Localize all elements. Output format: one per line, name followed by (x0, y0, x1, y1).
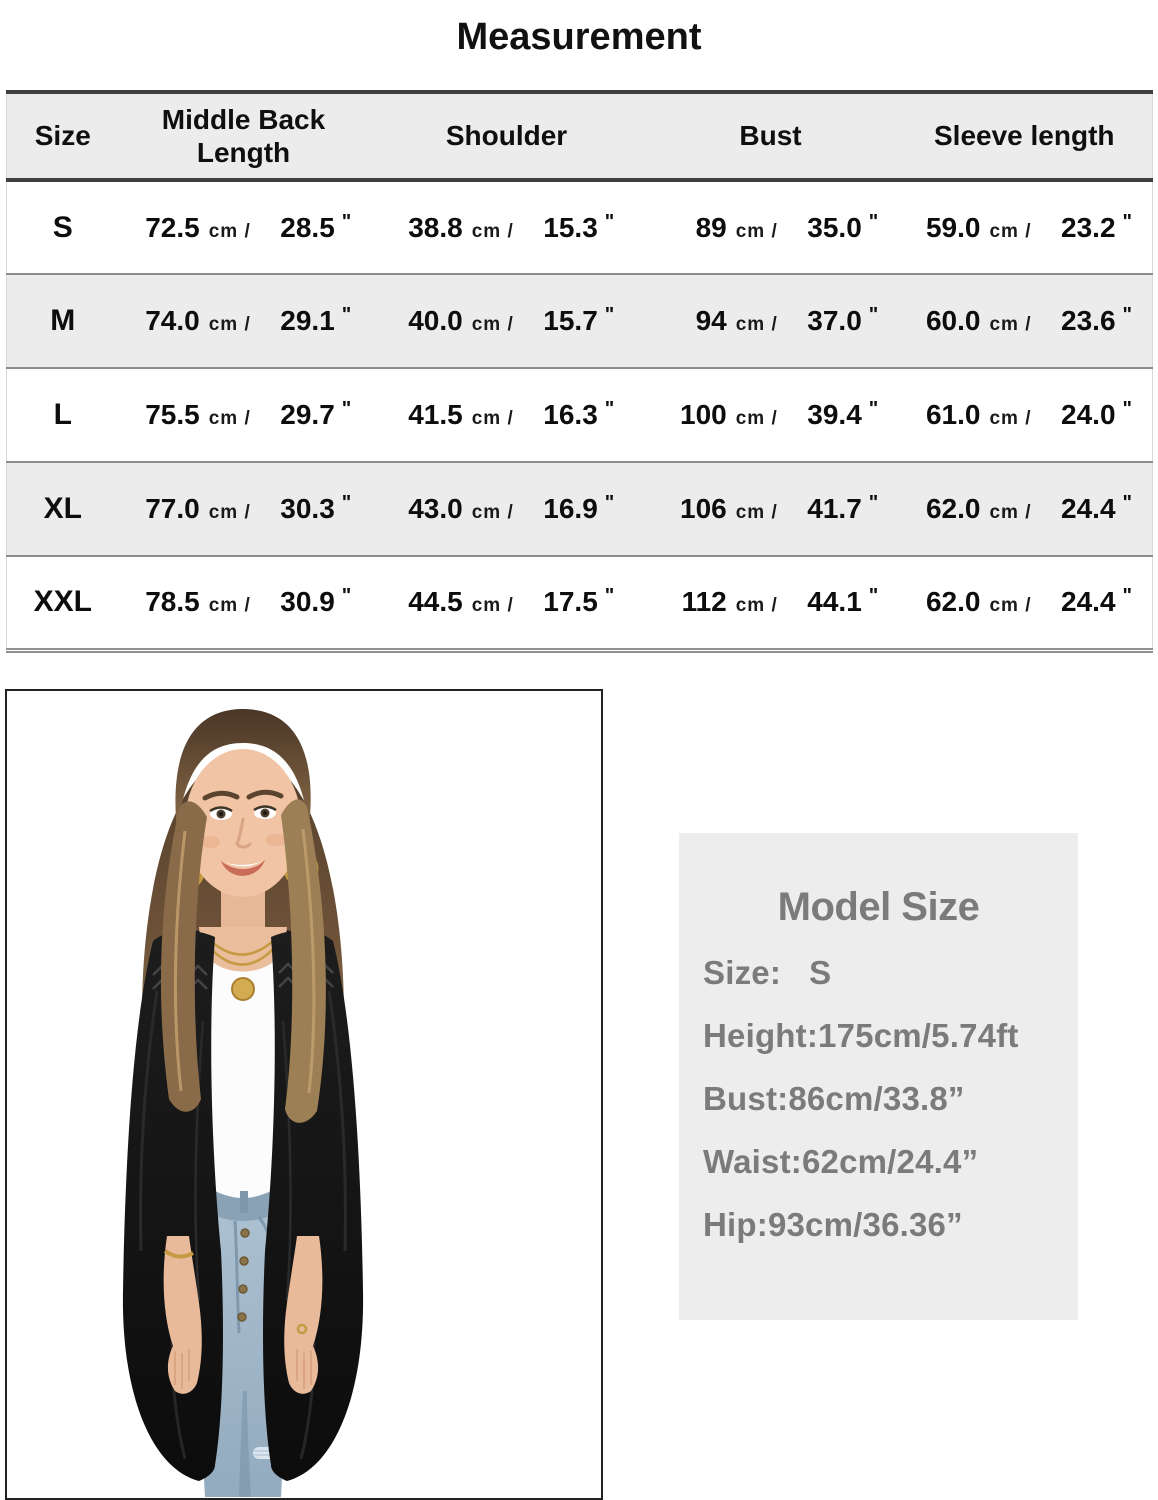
inch-unit: " (1122, 492, 1132, 514)
inch-value: 23.6 (1061, 305, 1116, 336)
cm-value: 74.0 (145, 305, 200, 336)
cm-value: 94 (695, 305, 727, 336)
measurement-table-body (7, 180, 1153, 650)
inch-unit: " (1122, 210, 1132, 233)
cm-value: 40.0 (408, 305, 463, 336)
cm-unit: cm / (735, 408, 778, 429)
inch-value: 24.4 (1061, 493, 1116, 524)
inch-unit: " (341, 304, 352, 326)
model-size-line-hip: Hip:93cm/36.36” (703, 1206, 963, 1243)
inch-unit: " (341, 585, 352, 608)
cm-unit: cm / (471, 314, 514, 335)
measurement-table (6, 90, 1153, 653)
measurement-cell (645, 274, 897, 368)
measurement-cell (645, 556, 897, 650)
table-row (7, 180, 1153, 274)
table-row (7, 368, 1153, 462)
cm-value: 75.5 (145, 399, 200, 430)
cm-unit: cm / (208, 502, 251, 523)
inch-value: 44.1 (807, 586, 862, 618)
cm-unit: cm / (471, 408, 514, 429)
model-photo-illustration (7, 691, 601, 1498)
inch-unit: " (341, 492, 352, 514)
cm-unit: cm / (471, 502, 514, 523)
inch-value: 16.9 (543, 493, 598, 524)
model-size-card (679, 833, 1078, 1320)
measurement-cell (369, 556, 645, 650)
cm-value: 38.8 (408, 211, 463, 243)
inch-value: 17.5 (543, 586, 598, 618)
measurement-cell (369, 462, 645, 556)
size-label: L (53, 398, 72, 431)
inch-unit: " (604, 304, 615, 326)
cm-value: 112 (681, 586, 727, 618)
measurement-cell (369, 180, 645, 274)
inch-unit: " (868, 304, 879, 326)
inch-value: 29.7 (280, 399, 335, 430)
measurement-cell (897, 462, 1153, 556)
size-label: XL (43, 492, 82, 525)
cm-unit: cm / (989, 408, 1032, 429)
model-size-title: Model Size (777, 885, 980, 929)
model-size-line-bust: Bust:86cm/33.8” (703, 1080, 965, 1117)
cm-value: 72.5 (145, 211, 200, 243)
inch-unit: " (868, 492, 879, 514)
cm-value: 78.5 (145, 586, 200, 618)
measurement-cell (119, 180, 369, 274)
cm-unit: cm / (989, 220, 1032, 242)
measurement-cell (897, 274, 1153, 368)
cm-unit: cm / (989, 314, 1032, 335)
size-label: S (52, 210, 73, 244)
model-size-line-height: Height:175cm/5.74ft (703, 1017, 1019, 1054)
cm-unit: cm / (471, 595, 514, 617)
measurement-cell (645, 462, 897, 556)
measurement-table-header (7, 92, 1153, 180)
size-label: M (50, 304, 76, 337)
model-photo (5, 689, 603, 1500)
inch-value: 16.3 (543, 399, 598, 430)
inch-unit: " (1122, 398, 1132, 420)
measurement-cell (897, 368, 1153, 462)
inch-value: 29.1 (280, 305, 335, 336)
col-header-bust: Bust (645, 92, 897, 180)
cm-value: 62.0 (925, 493, 981, 524)
cm-value: 60.0 (925, 305, 981, 336)
measurement-cell (119, 556, 369, 650)
model-size-line-size: Size: S (703, 954, 832, 991)
inch-value: 24.0 (1061, 399, 1116, 430)
cm-unit: cm / (735, 595, 778, 617)
cm-value: 44.5 (408, 586, 463, 618)
cm-unit: cm / (208, 220, 251, 242)
cm-unit: cm / (208, 408, 251, 429)
inch-value: 15.3 (543, 211, 598, 243)
col-header-sleeve-length: Sleeve length (897, 92, 1153, 180)
inch-unit: " (1122, 585, 1132, 608)
inch-unit: " (604, 398, 615, 420)
measurement-cell (119, 274, 369, 368)
cm-value: 43.0 (408, 493, 463, 524)
measurement-cell (369, 274, 645, 368)
measurement-cell (119, 368, 369, 462)
measurement-cell (119, 462, 369, 556)
inch-value: 28.5 (280, 211, 335, 243)
col-header-shoulder: Shoulder (369, 92, 645, 180)
cm-value: 61.0 (925, 399, 981, 430)
inch-value: 41.7 (807, 493, 862, 524)
cm-unit: cm / (735, 314, 778, 335)
size-label: XXL (33, 585, 92, 619)
measurement-cell (369, 368, 645, 462)
inch-value: 39.4 (807, 399, 862, 430)
inch-value: 23.2 (1061, 211, 1116, 243)
col-header-middle-back: Middle Back Length (119, 92, 369, 180)
inch-unit: " (868, 398, 879, 420)
cm-value: 59.0 (925, 211, 981, 243)
measurement-cell (897, 556, 1153, 650)
model-size-line-waist: Waist:62cm/24.4” (703, 1143, 979, 1180)
page-title: Measurement (456, 16, 702, 58)
cm-unit: cm / (735, 502, 778, 523)
cm-value: 100 (680, 399, 727, 430)
inch-unit: " (341, 398, 352, 420)
inch-unit: " (604, 210, 615, 233)
measurement-cell (645, 368, 897, 462)
cm-value: 41.5 (408, 399, 463, 430)
cm-value: 89 (695, 211, 727, 243)
inch-unit: " (868, 210, 879, 233)
cm-unit: cm / (989, 595, 1032, 617)
table-row (7, 462, 1153, 556)
cm-value: 106 (680, 493, 727, 524)
table-row (7, 556, 1153, 650)
model-size-lines (703, 956, 1078, 1241)
inch-unit: " (604, 585, 615, 608)
cm-unit: cm / (735, 220, 778, 242)
inch-value: 30.9 (280, 586, 335, 618)
inch-value: 37.0 (807, 305, 862, 336)
table-row (7, 274, 1153, 368)
cm-unit: cm / (471, 220, 514, 242)
cm-unit: cm / (989, 502, 1032, 523)
cm-value: 77.0 (145, 493, 200, 524)
measurement-cell (897, 180, 1153, 274)
inch-unit: " (868, 585, 879, 608)
col-header-size: Size (7, 92, 119, 180)
inch-value: 35.0 (807, 211, 862, 243)
cm-value: 62.0 (925, 586, 981, 618)
cm-unit: cm / (208, 595, 251, 617)
inch-value: 15.7 (543, 305, 598, 336)
measurement-cell (645, 180, 897, 274)
inch-unit: " (341, 210, 352, 233)
cm-unit: cm / (208, 314, 251, 335)
inch-unit: " (1122, 304, 1132, 326)
inch-unit: " (604, 492, 615, 514)
inch-value: 24.4 (1061, 586, 1116, 618)
inch-value: 30.3 (280, 493, 335, 524)
